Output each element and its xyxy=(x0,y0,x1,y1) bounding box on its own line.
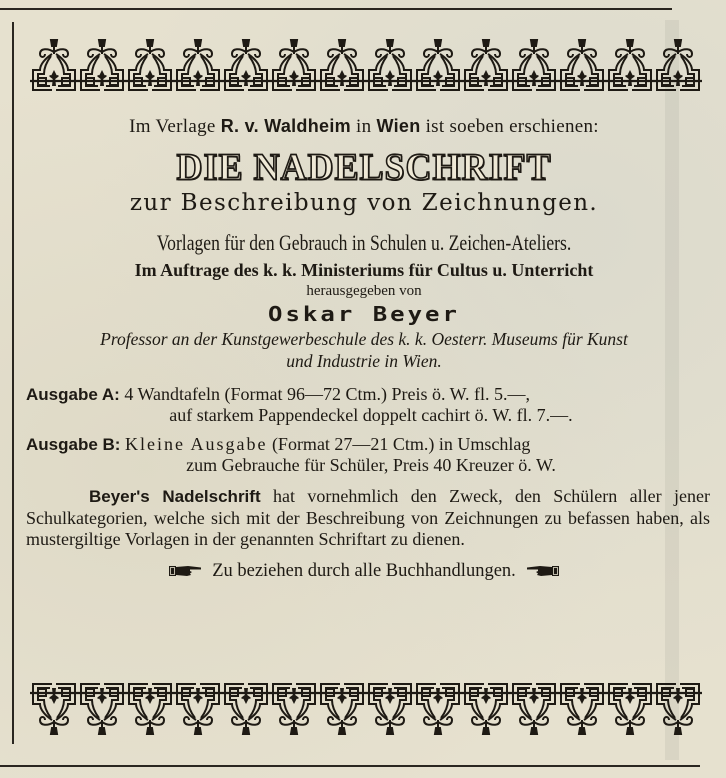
ornament-motif-icon xyxy=(558,678,606,738)
pointing-hand-right-icon xyxy=(168,563,204,579)
ornament-motif-icon xyxy=(126,678,174,738)
edition-a xyxy=(14,384,716,426)
ornament-motif-icon xyxy=(78,36,126,96)
author-title-line-2: und Industrie in Wien. xyxy=(286,351,442,371)
author-name: Oskar Beyer xyxy=(268,302,460,326)
ornament-motif-icon xyxy=(558,36,606,96)
edited-by-label: herausgegeben von xyxy=(306,283,422,299)
book-title: DIE NADELSCHRIFT xyxy=(176,146,552,188)
bottom-ornamental-border xyxy=(30,678,702,738)
pointing-hand-left-icon xyxy=(524,563,560,579)
ornament-motif-icon xyxy=(606,36,654,96)
ornament-motif-icon xyxy=(462,36,510,96)
ornament-motif-icon xyxy=(30,678,78,738)
ornament-motif-icon xyxy=(654,36,702,96)
description-paragraph xyxy=(14,486,710,551)
edition-a-line-1 xyxy=(26,384,716,405)
ornament-motif-icon xyxy=(78,678,126,738)
ornament-motif-icon xyxy=(174,678,222,738)
publisher-name: R. v. Waldheim xyxy=(220,116,351,136)
description-text: hat vornehmlich den Zweck, den Schülern aller jener Schulkategorien, welche sich mit der Beschreibung von Zeichnungen zu befassen haben, als mustergiltige Vorlagen in der genannten Schriftart zu dienen. xyxy=(26,486,710,549)
author-title-line-1: Professor an der Kunstgewerbeschule des k. k. Oesterr. Museums für Kunst xyxy=(100,329,628,349)
ornament-motif-icon xyxy=(414,36,462,96)
edition-a-details: 4 Wandtafeln (Format 96—72 Ctm.) Preis ö. W. fl. 5.—, xyxy=(124,384,531,404)
publisher-city: Wien xyxy=(376,116,421,136)
ornament-motif-icon xyxy=(270,36,318,96)
publisher-suffix: ist soeben erschienen: xyxy=(425,116,599,137)
commission-line: Im Auftrage des k. k. Ministeriums für Cultus u. Unterricht xyxy=(134,260,594,280)
ornament-motif-icon xyxy=(366,678,414,738)
edition-b xyxy=(14,434,716,476)
ornament-motif-icon xyxy=(222,36,270,96)
publisher-prefix: Im Verlage xyxy=(129,116,216,137)
ornament-motif-icon xyxy=(462,678,510,738)
top-rule xyxy=(0,8,672,10)
ornament-motif-icon xyxy=(270,678,318,738)
edition-b-line-2: zum Gebrauche für Schüler, Preis 40 Kreuzer ö. W. xyxy=(186,455,556,475)
availability-line xyxy=(14,561,714,582)
book-subtitle: zur Beschreibung von Zeichnungen. xyxy=(129,190,599,216)
bottom-rule xyxy=(0,765,700,767)
edition-a-line-2: auf starkem Pappendeckel doppelt cachirt ö. W. fl. 7.—. xyxy=(169,405,573,425)
top-ornamental-border xyxy=(30,36,702,96)
publisher-middle: in xyxy=(356,116,372,137)
advertisement xyxy=(14,110,714,582)
edition-b-details: (Format 27—21 Ctm.) in Umschlag xyxy=(271,434,531,454)
ornament-motif-icon xyxy=(174,36,222,96)
book-purpose: Vorlagen für den Gebrauch in Schulen u. Zeichen-Ateliers. xyxy=(156,230,572,255)
ornament-motif-icon xyxy=(510,36,558,96)
ornament-motif-icon xyxy=(366,36,414,96)
ornament-motif-icon xyxy=(318,36,366,96)
ornament-motif-icon xyxy=(414,678,462,738)
ornament-motif-icon xyxy=(510,678,558,738)
edition-b-line-1 xyxy=(26,434,716,455)
availability-text: Zu beziehen durch alle Buchhandlungen. xyxy=(212,560,516,581)
edition-a-label: Ausgabe A: xyxy=(26,385,120,404)
ornament-motif-icon xyxy=(318,678,366,738)
ornament-motif-icon xyxy=(126,36,174,96)
ornament-motif-icon xyxy=(222,678,270,738)
edition-b-label: Ausgabe B: xyxy=(26,435,121,454)
ornament-motif-icon xyxy=(654,678,702,738)
description-lead: Beyer's Nadelschrift xyxy=(89,487,261,506)
ornament-motif-icon xyxy=(30,36,78,96)
edition-b-name: Kleine Ausgabe xyxy=(124,434,268,454)
publisher-line xyxy=(14,116,714,138)
ornament-motif-icon xyxy=(606,678,654,738)
